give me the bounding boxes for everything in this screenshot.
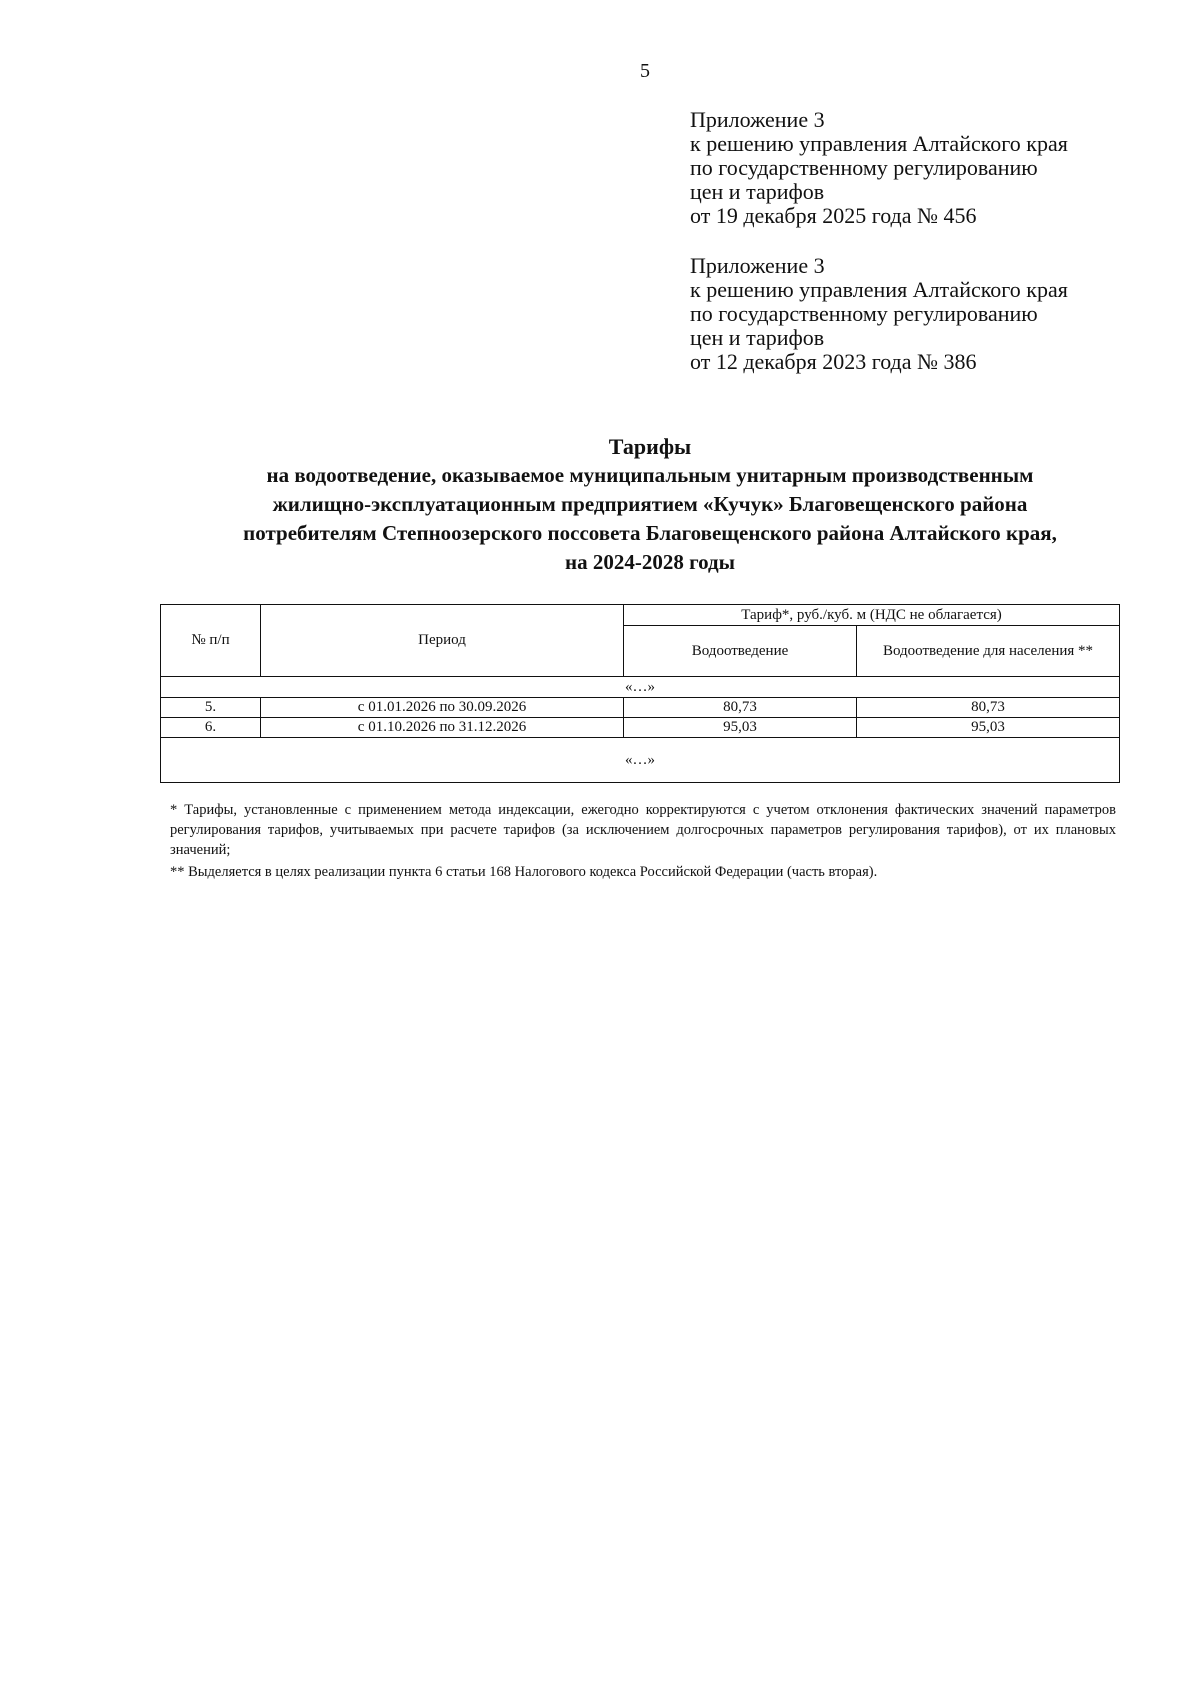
cell-period: с 01.01.2026 по 30.09.2026 <box>261 698 624 718</box>
annex-line: от 19 декабря 2025 года № 456 <box>690 203 977 228</box>
table-row <box>161 718 1120 738</box>
header-water: Водоотведение <box>624 626 857 677</box>
annex-line: Приложение 3 <box>690 253 825 278</box>
title-line: потребителям Степноозерского поссовета Благовещенского района Алтайского края, <box>243 521 1057 545</box>
cell-population: 95,03 <box>857 718 1120 738</box>
table-row <box>161 698 1120 718</box>
footnotes <box>170 800 1116 882</box>
header-population: Водоотведение для населения ** <box>857 626 1120 677</box>
annex-line: по государственному регулированию <box>690 301 1038 326</box>
annex-line: по государственному регулированию <box>690 155 1038 180</box>
header-num: № п/п <box>161 605 261 677</box>
title-main: Тарифы <box>608 434 692 459</box>
cell-population: 80,73 <box>857 698 1120 718</box>
annex-line: к решению управления Алтайского края <box>690 131 1068 156</box>
title-line: жилищно-эксплуатационным предприятием «Кучук» Благовещенского района <box>272 492 1028 516</box>
cell-num: 6. <box>161 718 261 738</box>
title-line: на 2024-2028 годы <box>564 550 736 574</box>
annex-line: цен и тарифов <box>690 179 825 204</box>
footnote-1: * Тарифы, установленные с применением метода индексации, ежегодно корректируются с учетом отклонения фактических значений параметров регулирования тарифов, учитываемых при расчете тарифов (за исключением долгосрочных параметров регулирования тарифов), от их плановых значений; <box>170 802 1116 858</box>
annex-line: Приложение 3 <box>690 107 825 132</box>
header-tariff-group: Тариф*, руб./куб. м (НДС не облагается) <box>624 605 1120 626</box>
tariff-table <box>160 604 1120 783</box>
annex-current <box>690 108 1068 228</box>
document-title <box>150 432 1150 577</box>
annex-line: к решению управления Алтайского края <box>690 277 1068 302</box>
annex-line: цен и тарифов <box>690 325 825 350</box>
page-number: 5 <box>640 60 650 82</box>
ellipsis-row: «…» <box>161 677 1120 698</box>
annex-line: от 12 декабря 2023 года № 386 <box>690 349 977 374</box>
annex-original <box>690 254 1068 374</box>
cell-water: 95,03 <box>624 718 857 738</box>
cell-water: 80,73 <box>624 698 857 718</box>
ellipsis-row: «…» <box>161 738 1120 783</box>
cell-period: с 01.10.2026 по 31.12.2026 <box>261 718 624 738</box>
header-period: Период <box>261 605 624 677</box>
title-line: на водоотведение, оказываемое муниципальным унитарным производственным <box>266 463 1034 487</box>
footnote-2: ** Выделяется в целях реализации пункта 6 статьи 168 Налогового кодекса Российской Федерации (часть вторая). <box>170 864 878 880</box>
cell-num: 5. <box>161 698 261 718</box>
